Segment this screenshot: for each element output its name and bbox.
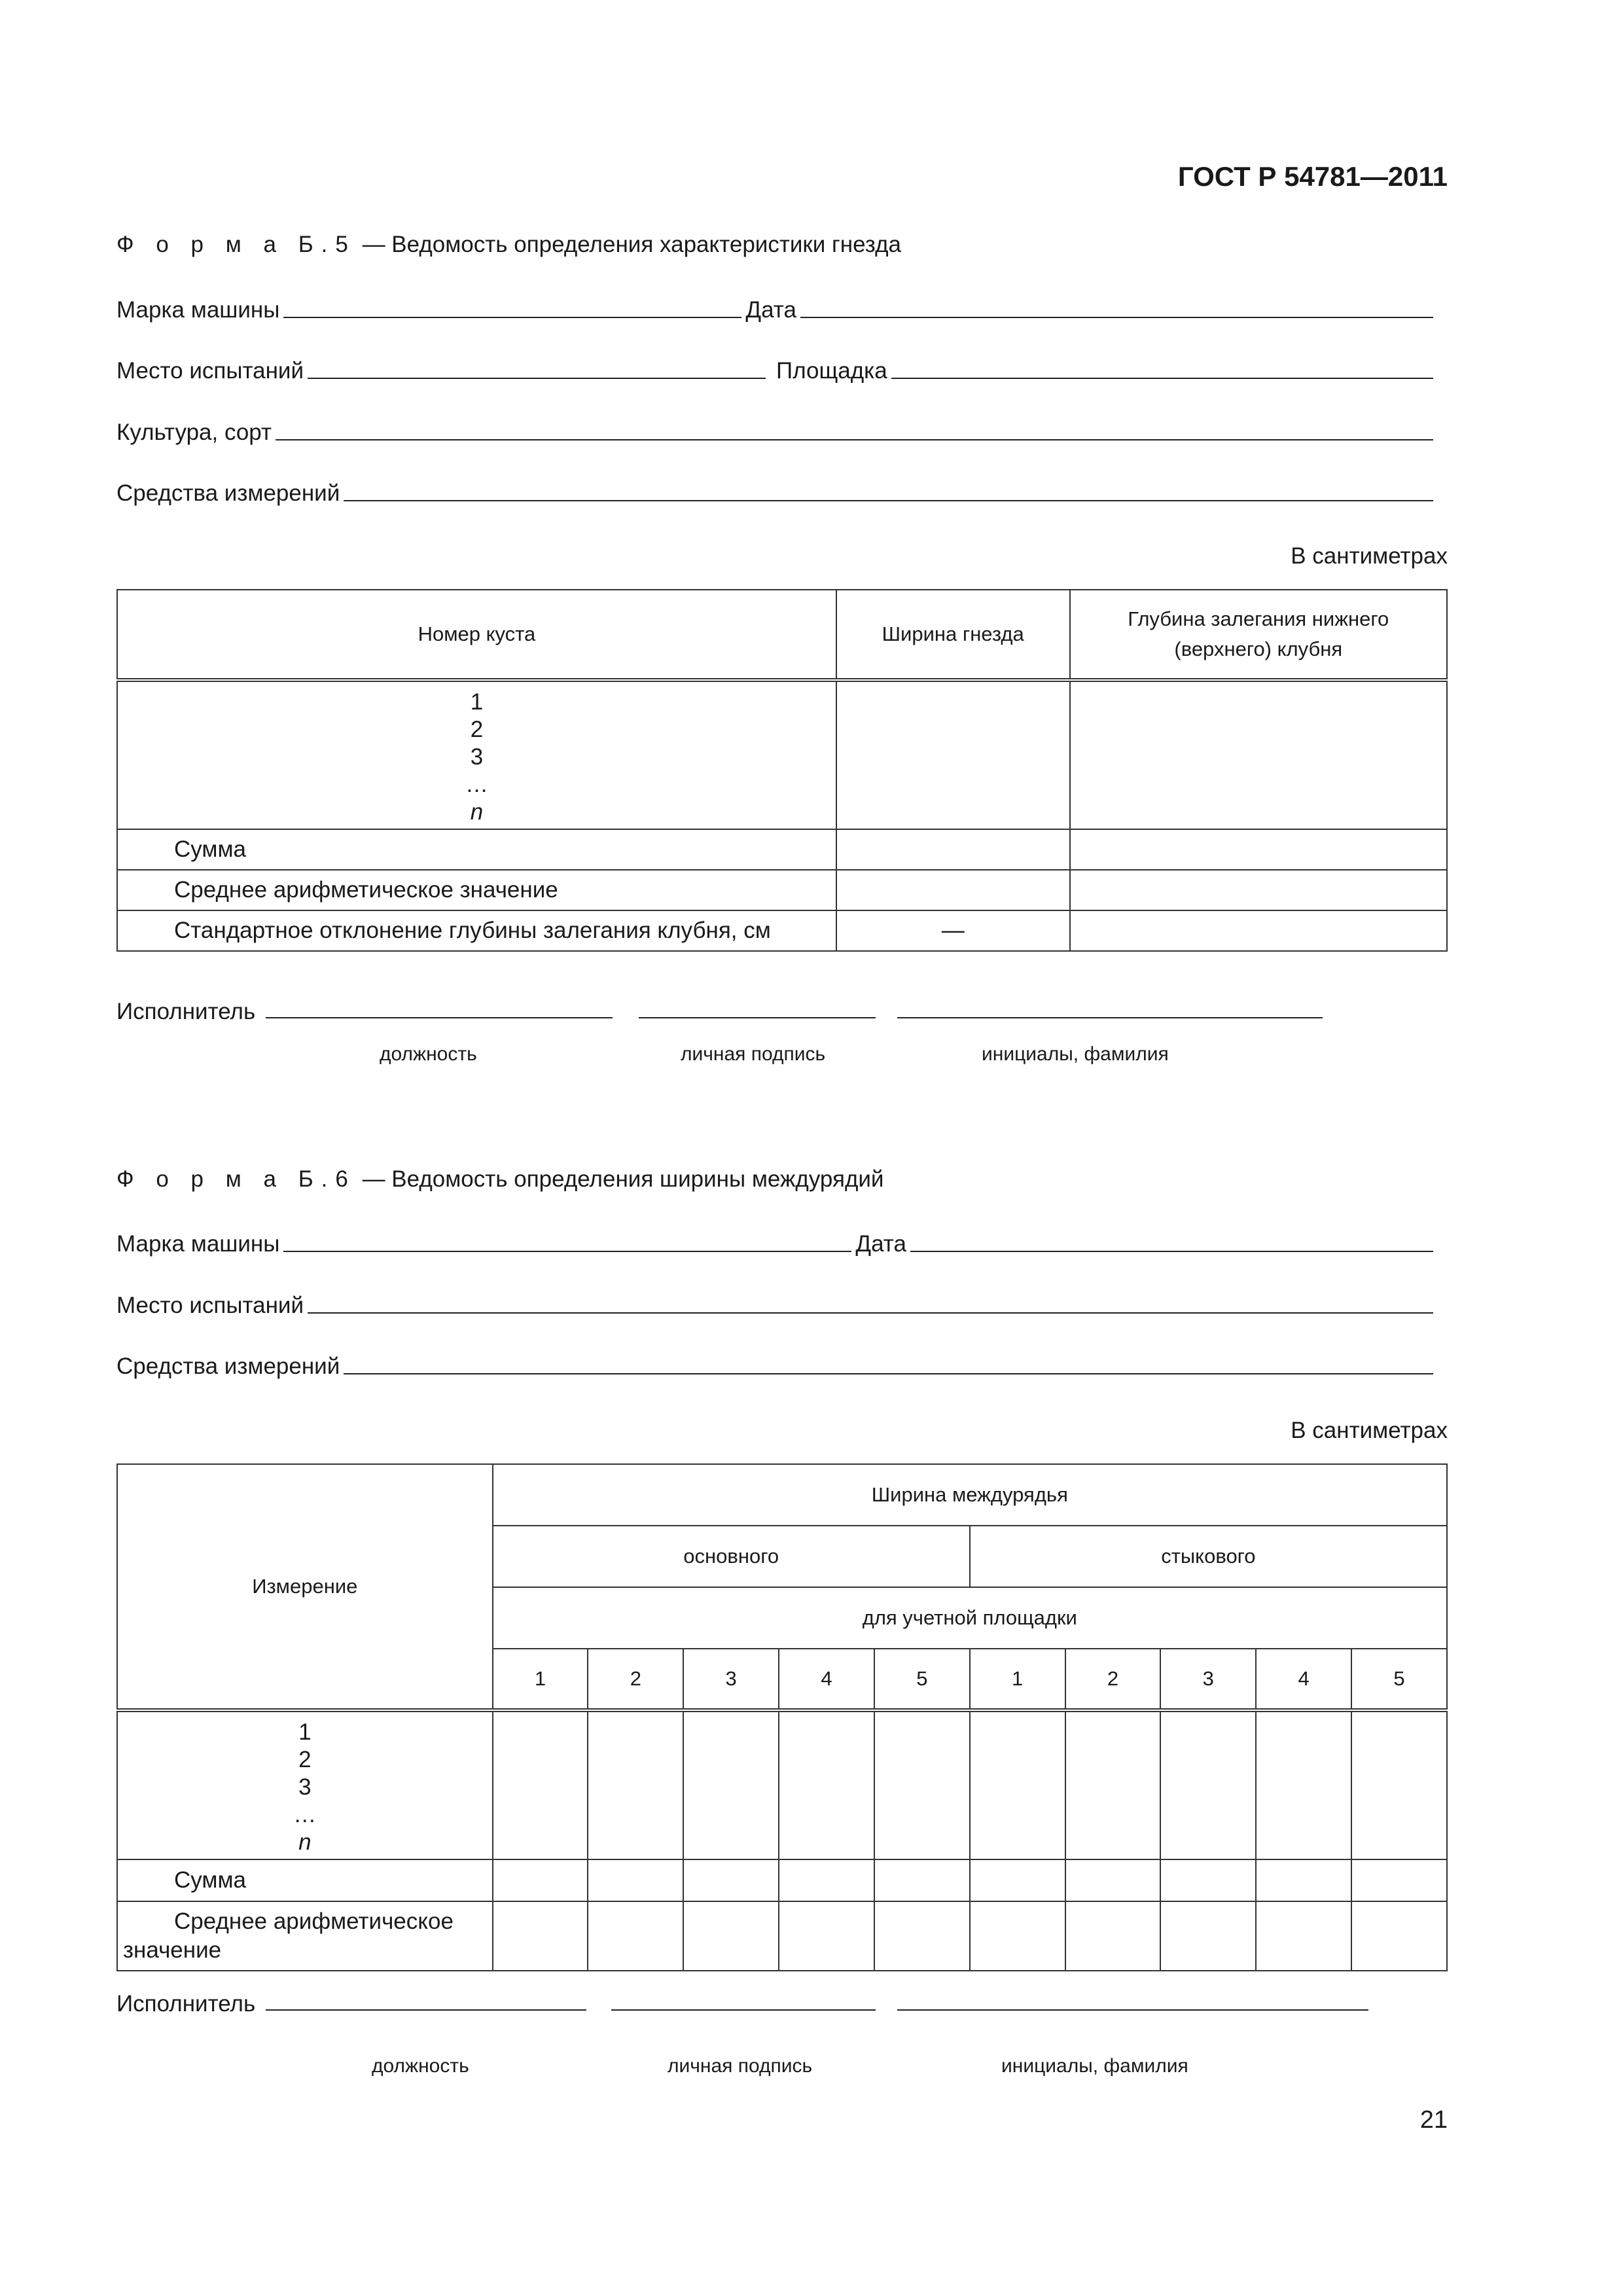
- form6-cell[interactable]: [779, 1901, 874, 1971]
- form5-place-label: Место испытаний: [116, 358, 304, 384]
- form6-date-label: Дата: [855, 1231, 906, 1257]
- form6-cell[interactable]: [1160, 1859, 1256, 1901]
- form6-tools-field[interactable]: [344, 1373, 1433, 1374]
- form6-cell[interactable]: [874, 1859, 970, 1901]
- form5-plot-label: Площадка: [776, 358, 887, 384]
- form6-cell[interactable]: [1256, 1901, 1351, 1971]
- form5-cell[interactable]: [836, 870, 1070, 910]
- form5-col-bush: Номер куста: [117, 590, 836, 680]
- form6-place-label: Место испытаний: [116, 1293, 304, 1318]
- form6-plot-num: 4: [779, 1649, 874, 1710]
- form5-name-line[interactable]: [897, 1016, 1323, 1018]
- form6-cell[interactable]: [779, 1859, 874, 1901]
- form6-plot-num: 5: [874, 1649, 970, 1710]
- form6-sign-line[interactable]: [611, 2008, 876, 2011]
- form5-performer-label: Исполнитель: [116, 999, 256, 1024]
- form6-cell[interactable]: [1351, 1710, 1447, 1859]
- form5-position-caption: должность: [380, 1043, 477, 1065]
- form5-cell[interactable]: [1070, 829, 1448, 870]
- form5-name-caption: инициалы, фамилия: [982, 1043, 1169, 1065]
- form6-plot-num: 3: [683, 1649, 779, 1710]
- form5-place-plot-row: [116, 353, 1433, 384]
- form6-title-rest: — Ведомость определения ширины междурядий: [355, 1166, 884, 1192]
- form5-crop-row: [116, 414, 1433, 446]
- form5-table: [116, 589, 1448, 952]
- form5-cell[interactable]: [1070, 680, 1448, 829]
- form6-cell[interactable]: [874, 1901, 970, 1971]
- form6-col-measurement: Измерение: [117, 1464, 493, 1710]
- form6-cell[interactable]: [493, 1901, 588, 1971]
- form6-cell[interactable]: [970, 1710, 1065, 1859]
- form5-machine-field[interactable]: [283, 317, 741, 318]
- form6-plot-num: 1: [493, 1649, 588, 1710]
- form5-tools-field[interactable]: [344, 500, 1433, 501]
- row-num: 3: [298, 1774, 312, 1800]
- form6-cell[interactable]: [1065, 1859, 1161, 1901]
- form6-cell[interactable]: [1256, 1859, 1351, 1901]
- form6-plot-num: 2: [1065, 1649, 1161, 1710]
- form5-std-dash: —: [836, 910, 1070, 951]
- row-num: 2: [298, 1747, 312, 1772]
- form5-col-width: Ширина гнезда: [836, 590, 1070, 680]
- form5-mean-label: Среднее арифметическое значение: [117, 870, 836, 910]
- form6-cell[interactable]: [493, 1710, 588, 1859]
- form6-name-line[interactable]: [897, 2008, 1368, 2011]
- form5-row-numbers: [117, 680, 836, 829]
- form6-position-line[interactable]: [266, 2008, 586, 2011]
- form5-cell[interactable]: [1070, 870, 1448, 910]
- form6-plot-num: 4: [1256, 1649, 1351, 1710]
- form5-col-depth: Глубина залегания нижнего (верхнего) клубня: [1070, 590, 1448, 680]
- page-number: 21: [1419, 2106, 1448, 2134]
- form5-title: [116, 232, 901, 258]
- form5-units: В сантиметрах: [1291, 543, 1448, 569]
- form5-crop-field[interactable]: [276, 439, 1433, 440]
- form6-place-field[interactable]: [308, 1312, 1433, 1314]
- form6-cell[interactable]: [588, 1710, 683, 1859]
- form6-units: В сантиметрах: [1291, 1418, 1448, 1443]
- form6-plot-num: 3: [1160, 1649, 1256, 1710]
- form6-col-width: Ширина междурядья: [493, 1464, 1447, 1526]
- form5-cell[interactable]: [836, 680, 1070, 829]
- form6-cell[interactable]: [1160, 1710, 1256, 1859]
- form6-cell[interactable]: [683, 1859, 779, 1901]
- form5-title-prefix: Ф о р м а Б.5: [116, 232, 356, 257]
- form6-position-caption: должность: [372, 2055, 469, 2077]
- form6-table: [116, 1463, 1448, 1971]
- form6-tools-label: Средства измерений: [116, 1354, 340, 1379]
- form6-cell[interactable]: [970, 1859, 1065, 1901]
- form5-sign-caption: личная подпись: [681, 1043, 826, 1065]
- form6-machine-label: Марка машины: [116, 1231, 280, 1257]
- form6-signature: [116, 1991, 1368, 2022]
- form5-tools-label: Средства измерений: [116, 480, 340, 506]
- form6-sum-label: Сумма: [117, 1859, 493, 1901]
- form5-sum-label: Сумма: [117, 829, 836, 870]
- form6-plot-num: 5: [1351, 1649, 1447, 1710]
- form5-place-field[interactable]: [308, 378, 766, 379]
- row-num: …: [293, 1802, 317, 1827]
- form6-cell[interactable]: [970, 1901, 1065, 1971]
- form6-cell[interactable]: [588, 1859, 683, 1901]
- form6-col-joint: стыкового: [970, 1526, 1447, 1587]
- form5-signature: [116, 999, 1323, 1030]
- form5-title-rest: — Ведомость определения характеристики гнезда: [355, 232, 901, 257]
- standard-header: ГОСТ Р 54781—2011: [1177, 161, 1448, 192]
- row-num: 1: [470, 689, 484, 715]
- form6-cell[interactable]: [1351, 1859, 1447, 1901]
- form6-cell[interactable]: [493, 1859, 588, 1901]
- form5-cell[interactable]: [1070, 910, 1448, 951]
- row-num: n: [298, 1829, 312, 1855]
- form6-cell[interactable]: [1065, 1710, 1161, 1859]
- form5-cell[interactable]: [836, 829, 1070, 870]
- form6-mean-label: Среднее арифметическое значение: [117, 1901, 493, 1971]
- row-num: 3: [470, 744, 484, 770]
- form6-tools-row: [116, 1348, 1433, 1380]
- form6-performer-label: Исполнитель: [116, 1991, 256, 2017]
- form6-sign-caption: личная подпись: [668, 2055, 813, 2077]
- form6-cell[interactable]: [874, 1710, 970, 1859]
- form5-position-line[interactable]: [266, 1016, 613, 1018]
- form6-date-field[interactable]: [910, 1251, 1433, 1252]
- form6-cell[interactable]: [1160, 1901, 1256, 1971]
- form5-std-label: Стандартное отклонение глубины залегания клубня, см: [117, 910, 836, 951]
- form6-cell[interactable]: [1256, 1710, 1351, 1859]
- form6-col-plot: для учетной площадки: [493, 1587, 1447, 1649]
- row-num: 1: [298, 1719, 312, 1745]
- form6-cell[interactable]: [1351, 1901, 1447, 1971]
- form6-place-row: [116, 1287, 1433, 1319]
- row-num: …: [465, 772, 488, 797]
- form6-machine-date-row: [116, 1226, 1433, 1257]
- form6-name-caption: инициалы, фамилия: [1001, 2055, 1188, 2077]
- form5-plot-field[interactable]: [891, 378, 1433, 379]
- form5-date-label: Дата: [745, 297, 796, 323]
- form6-title: [116, 1166, 883, 1193]
- form6-col-main: основного: [493, 1526, 970, 1587]
- form5-machine-date-row: [116, 292, 1433, 323]
- form5-sign-line[interactable]: [639, 1016, 876, 1018]
- form6-cell[interactable]: [683, 1901, 779, 1971]
- form6-title-prefix: Ф о р м а Б.6: [116, 1166, 356, 1192]
- form6-machine-field[interactable]: [283, 1251, 851, 1252]
- form5-machine-label: Марка машины: [116, 297, 280, 323]
- row-num: n: [470, 799, 484, 825]
- form6-cell[interactable]: [1065, 1901, 1161, 1971]
- form5-date-field[interactable]: [800, 317, 1433, 318]
- form6-row-numbers: [117, 1710, 493, 1859]
- form6-cell[interactable]: [779, 1710, 874, 1859]
- form6-cell[interactable]: [683, 1710, 779, 1859]
- form6-cell[interactable]: [588, 1901, 683, 1971]
- row-num: 2: [470, 717, 484, 742]
- form5-crop-label: Культура, сорт: [116, 420, 272, 445]
- form6-plot-num: 2: [588, 1649, 683, 1710]
- form5-tools-row: [116, 475, 1433, 507]
- form6-plot-num: 1: [970, 1649, 1065, 1710]
